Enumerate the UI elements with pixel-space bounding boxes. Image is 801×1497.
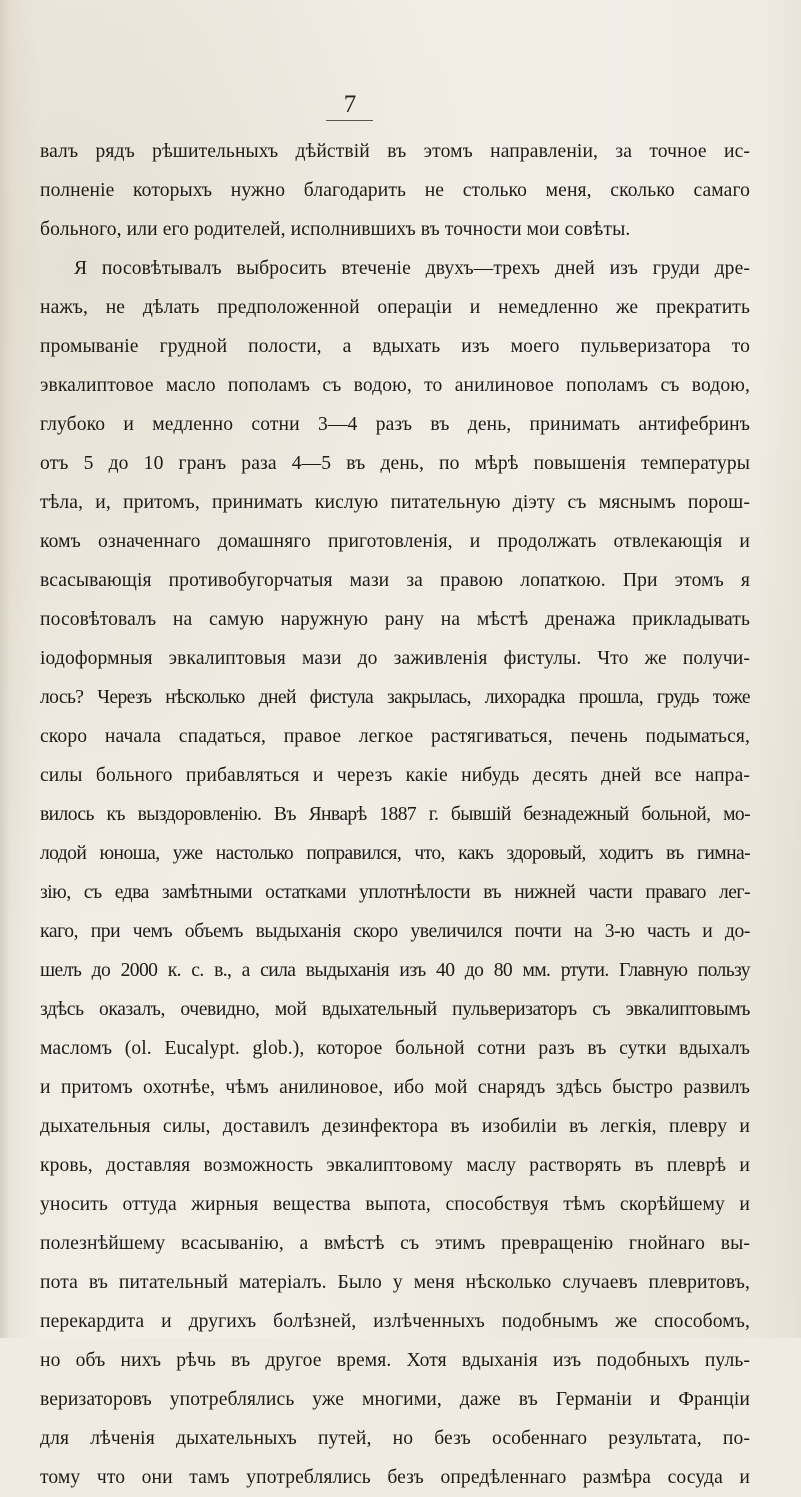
text-line: скоро начала спадаться, правое легкое растягиваться, печень подыматься, (40, 726, 750, 747)
page-binding-shadow (0, 0, 10, 1338)
text-line: масломъ (ol. Eucalypt. glob.), которое больной сотни разъ въ сутки вдыхалъ (40, 1038, 750, 1059)
text-line: веризаторовъ употреблялись уже многими, даже въ Германіи и Франціи (40, 1389, 750, 1410)
text-line: лось? Черезъ нѣсколько дней фистула закрылась, лихорадка прошла, грудь тоже (40, 687, 750, 708)
text-line: тѣла, и, притомъ, принимать кислую питательную діэту съ мяснымъ порош- (40, 492, 750, 513)
text-line: шелъ до 2000 к. с. в., а сила выдыханія изъ 40 до 80 мм. ртути. Главную пользу (40, 960, 750, 981)
text-line: кровь, доставляя возможность эвкалиптовому маслу растворять въ плеврѣ и (40, 1155, 750, 1176)
text-line: Я посовѣтывалъ выбросить втеченіе двухъ—трехъ дней изъ груди дре- (74, 258, 750, 279)
text-line: эвкалиптовое масло пополамъ съ водою, то анилиновое пополамъ съ водою, (40, 375, 750, 396)
text-line: іодоформныя эвкалиптовыя мази до заживленія фистулы. Что же получи- (40, 648, 750, 669)
text-line: посовѣтовалъ на самую наружную рану на мѣстѣ дренажа прикладывать (40, 609, 750, 630)
body-text (40, 132, 750, 1497)
text-line: каго, при чемъ объемъ выдыханія скоро увеличился почти на 3-ю часть и до- (40, 921, 750, 942)
text-line: лодой юноша, уже настолько поправился, что, какъ здоровый, ходитъ въ гимна- (40, 843, 750, 864)
text-line: для лѣченія дыхательныхъ путей, но безъ особеннаго результата, по- (40, 1428, 750, 1449)
text-line: всасывающія противобугорчатыя мази за правою лопаткою. При этомъ я (40, 570, 750, 591)
text-line: промываніе грудной полости, а вдыхать изъ моего пульверизатора то (40, 336, 750, 357)
text-line: больного, или его родителей, исполнившихъ въ точности мои совѣты. (40, 219, 631, 240)
text-line: полезнѣйшему всасыванію, а вмѣстѣ съ этимъ превращенію гнойнаго вы- (40, 1233, 750, 1254)
text-line: вилось къ выздоровленію. Въ Январѣ 1887 г. бывшій безнадежный больной, мо- (40, 804, 750, 825)
text-line: зію, съ едва замѣтными остатками уплотнѣлости въ нижней части праваго лег- (40, 882, 750, 903)
text-line: здѣсь оказалъ, очевидно, мой вдыхательный пульверизаторъ съ эвкалиптовымъ (40, 999, 750, 1020)
text-line: полненіе которыхъ нужно благодарить не столько меня, сколько самаго (40, 180, 750, 201)
text-line: и притомъ охотнѣе, чѣмъ анилиновое, ибо мой снарядъ здѣсь быстро развилъ (40, 1077, 750, 1098)
text-line: перекардита и другихъ болѣзней, излѣченныхъ подобнымъ же способомъ, (40, 1311, 750, 1332)
text-line: пота въ питательный матеріалъ. Было у меня нѣсколько случаевъ плевритовъ, (40, 1272, 750, 1293)
page-number: 7 (343, 91, 357, 118)
text-line: глубоко и медленно сотни 3—4 разъ въ день, принимать антифебринъ (40, 414, 750, 435)
page-number-underline (326, 120, 373, 121)
text-line: но объ нихъ рѣчь въ другое время. Хотя вдыханія изъ подобныхъ пуль- (40, 1350, 750, 1371)
text-line: валъ рядъ рѣшительныхъ дѣйствій въ этомъ направленіи, за точное ис- (40, 141, 750, 162)
text-line: тому что они тамъ употреблялись безъ опредѣленнаго размѣра сосуда и (40, 1467, 750, 1488)
text-line: отъ 5 до 10 гранъ раза 4—5 въ день, по мѣрѣ повышенія температуры (40, 453, 750, 474)
text-line: дыхательныя силы, доставилъ дезинфектора въ изобиліи въ легкія, плевру и (40, 1116, 750, 1137)
text-line: нажъ, не дѣлать предположенной операціи и немедленно же прекратить (40, 297, 750, 318)
text-line: комъ означеннаго домашняго приготовленія, и продолжать отвлекающія и (40, 531, 750, 552)
text-line: силы больного прибавляться и черезъ какіе нибудь десять дней все напра- (40, 765, 750, 786)
text-line: уносить оттуда жирныя вещества выпота, способствуя тѣмъ скорѣйшему и (40, 1194, 750, 1215)
